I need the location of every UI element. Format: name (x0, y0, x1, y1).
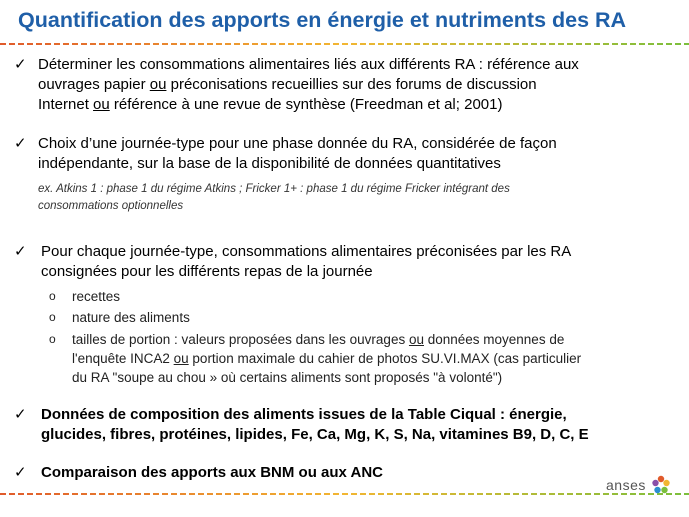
underlined-word: ou (149, 76, 167, 93)
bullet-line: Choix d’une journée-type pour une phase donnée du RA, considérée de façon (38, 135, 557, 152)
slide-title: Quantification des apports en énergie et nutriments des RA (18, 8, 627, 32)
bullet-line: consignées pour les différents repas de la journée (41, 263, 373, 280)
bullet-line: Déterminer les consommations alimentaires liés aux différents RA : référence aux (38, 56, 579, 73)
subitem-line: du RA "soupe au chou » où certains aliments sont proposés "à volonté") (72, 370, 503, 385)
anses-flower-icon (650, 474, 672, 501)
check-icon: ✓ (14, 406, 27, 423)
circle-bullet-icon: o (49, 310, 56, 324)
bullet-line: Pour chaque journée-type, consommations alimentaires préconisées par les RA (41, 243, 572, 260)
example-note: ex. Atkins 1 : phase 1 du régime Atkins ; Fricker 1+ : phase 1 du régime Fricker intégrant des (38, 183, 510, 195)
anses-logo (606, 474, 676, 496)
subitem-line: recettes (72, 289, 121, 304)
bottom-dotted-rule (0, 493, 689, 495)
check-icon: ✓ (14, 243, 27, 260)
check-icon: ✓ (14, 56, 27, 73)
bullet-line: glucides, fibres, protéines, lipides, Fe, Ca, Mg, K, S, Na, vitamines B9, D, C, E (41, 426, 589, 443)
bullet-line: Comparaison des apports aux BNM ou aux ANC (41, 464, 383, 481)
subitem-line: l'enquête INCA2 ou portion maximale du cahier de photos SU.VI.MAX (cas particulier (72, 351, 582, 366)
check-icon: ✓ (14, 464, 27, 481)
underlined-word: ou (93, 96, 110, 113)
example-note: consommations optionnelles (38, 200, 184, 212)
bullet-line: indépendante, sur la base de la disponibilité de données quantitatives (38, 155, 501, 172)
top-dotted-rule (0, 43, 689, 45)
underlined-word: ou (408, 332, 424, 347)
check-icon: ✓ (14, 135, 27, 152)
underlined-word: ou (173, 351, 189, 366)
bullet-line: Internet ou référence à une revue de synthèse (Freedman et al; 2001) (38, 96, 503, 113)
logo-text: anses (606, 477, 646, 493)
circle-bullet-icon: o (49, 289, 56, 303)
subitem-line: nature des aliments (72, 310, 190, 325)
bullet-line: ouvrages papier ou préconisations recueillies sur des forums de discussion (38, 76, 537, 93)
circle-bullet-icon: o (49, 332, 56, 346)
bullet-line: Données de composition des aliments issues de la Table Ciqual : énergie, (41, 406, 567, 423)
subitem-line: tailles de portion : valeurs proposées dans les ouvrages ou données moyennes de (72, 332, 565, 347)
